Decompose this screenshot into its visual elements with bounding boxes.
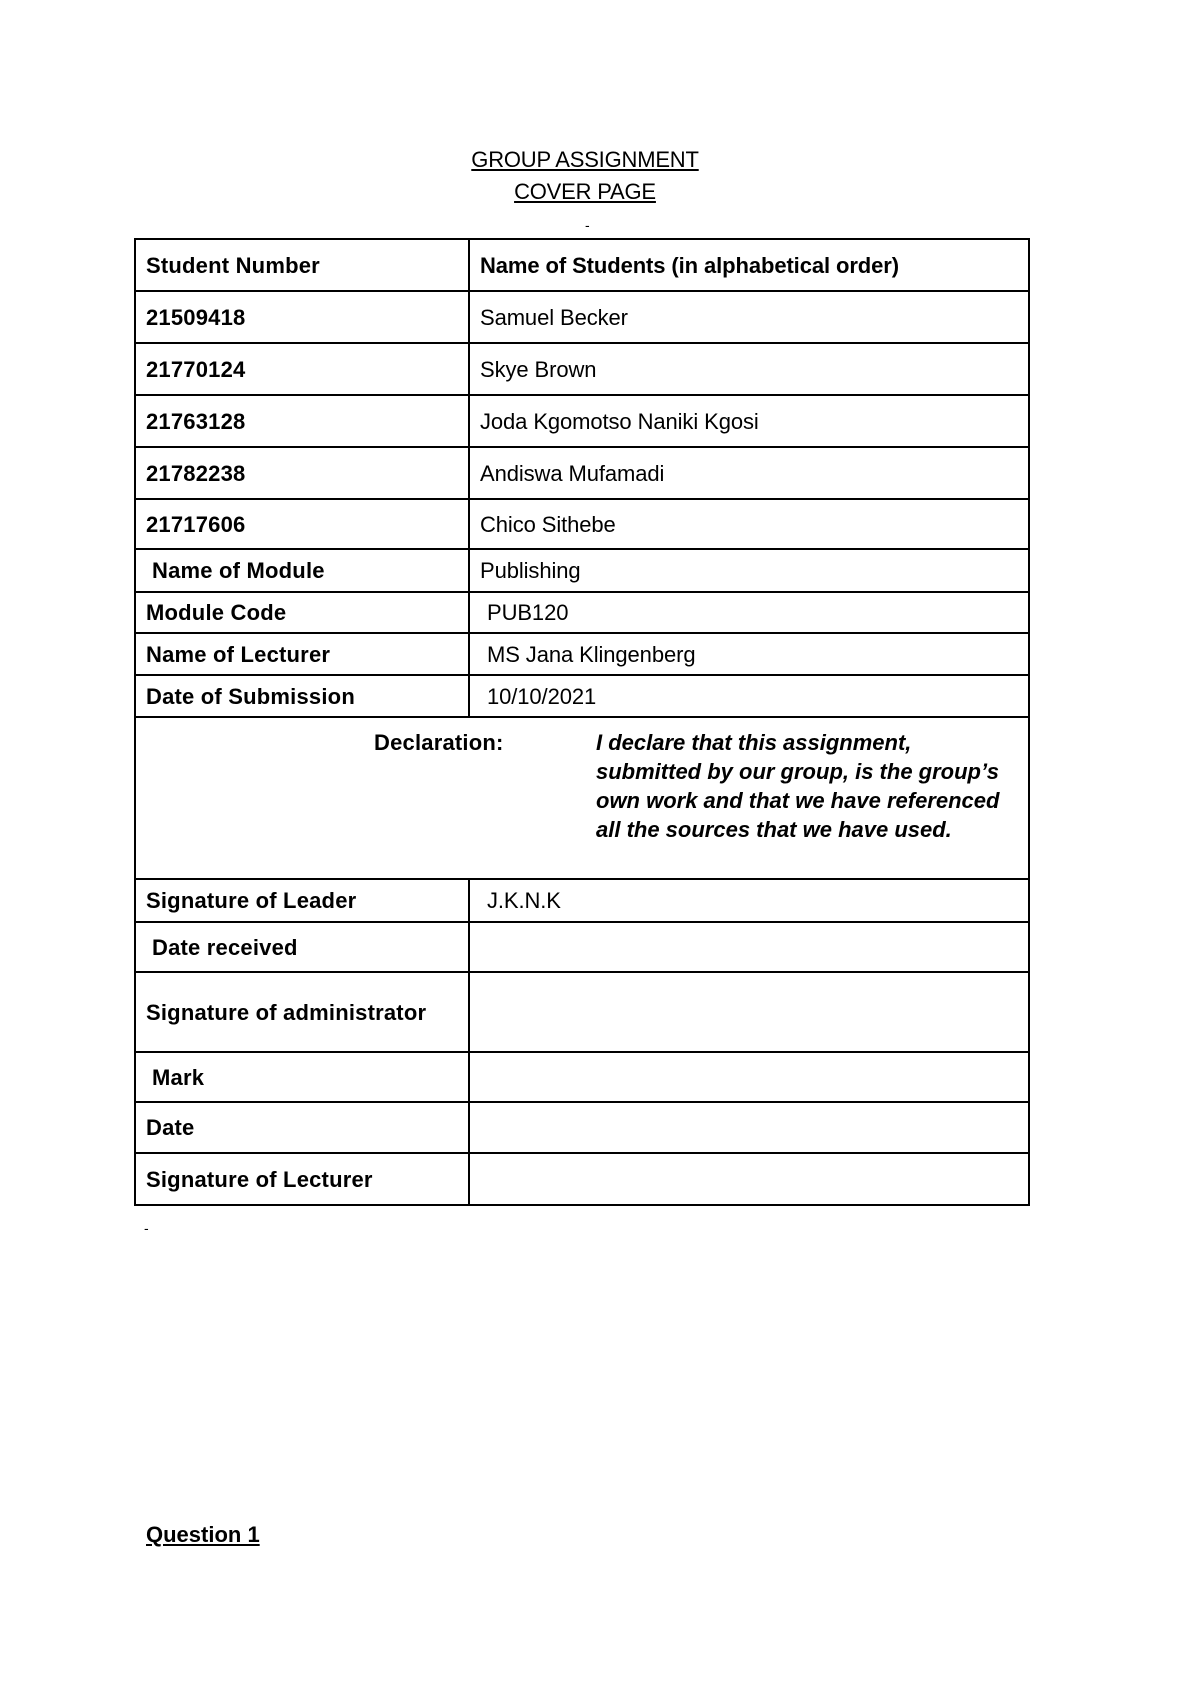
bottom-dash-mark: - xyxy=(144,1220,149,1236)
module-name-value: Publishing xyxy=(469,549,1029,592)
document-title: GROUP ASSIGNMENT xyxy=(471,147,699,172)
student-name-cell: Chico Sithebe xyxy=(469,499,1029,549)
declaration-text: I declare that this assignment, submitted by our group, is the group’s own work and that we have referenced all the sources that we have used. xyxy=(596,730,1000,842)
mark-label: Mark xyxy=(135,1052,469,1102)
student-number-header: Student Number xyxy=(135,239,469,291)
student-name-cell: Joda Kgomotso Naniki Kgosi xyxy=(469,395,1029,447)
student-number-cell: 21770124 xyxy=(135,343,469,395)
admin-signature-row xyxy=(135,972,1029,1052)
student-number-cell: 21763128 xyxy=(135,395,469,447)
admin-signature-label: Signature of administrator xyxy=(135,972,469,1052)
student-number-cell: 21509418 xyxy=(135,291,469,343)
submission-date-row xyxy=(135,675,1029,717)
date-label: Date xyxy=(135,1102,469,1153)
module-code-label: Module Code xyxy=(135,592,469,633)
student-name-cell: Andiswa Mufamadi xyxy=(469,447,1029,499)
module-code-row xyxy=(135,592,1029,633)
submission-date-value: 10/10/2021 xyxy=(469,675,1029,717)
student-name-cell: Skye Brown xyxy=(469,343,1029,395)
table-row xyxy=(135,499,1029,549)
declaration-row xyxy=(135,717,1029,879)
admin-signature-value xyxy=(469,972,1029,1052)
date-received-row xyxy=(135,922,1029,972)
student-name-cell: Samuel Becker xyxy=(469,291,1029,343)
leader-signature-value: J.K.N.K xyxy=(469,879,1029,922)
student-names-header: Name of Students (in alphabetical order) xyxy=(469,239,1029,291)
student-number-cell: 21782238 xyxy=(135,447,469,499)
date-received-value xyxy=(469,922,1029,972)
mark-row xyxy=(135,1052,1029,1102)
date-received-label: Date received xyxy=(135,922,469,972)
declaration-cell xyxy=(135,717,1029,879)
lecturer-name-label: Name of Lecturer xyxy=(135,633,469,675)
lecturer-row xyxy=(135,633,1029,675)
module-name-label: Name of Module xyxy=(135,549,469,592)
declaration-label: Declaration: xyxy=(374,730,504,755)
table-header-row xyxy=(135,239,1029,291)
date-value xyxy=(469,1102,1029,1153)
question-heading: Question 1 xyxy=(146,1522,260,1547)
mark-value xyxy=(469,1052,1029,1102)
lecturer-signature-row xyxy=(135,1153,1029,1205)
lecturer-signature-label: Signature of Lecturer xyxy=(135,1153,469,1205)
table-row xyxy=(135,447,1029,499)
module-name-row xyxy=(135,549,1029,592)
cover-page-table xyxy=(134,238,1030,1206)
document-subtitle: COVER PAGE xyxy=(514,179,656,204)
lecturer-name-value: MS Jana Klingenberg xyxy=(469,633,1029,675)
table-row xyxy=(135,395,1029,447)
top-dash-mark: - xyxy=(585,217,590,233)
student-number-cell: 21717606 xyxy=(135,499,469,549)
lecturer-signature-value xyxy=(469,1153,1029,1205)
module-code-value: PUB120 xyxy=(469,592,1029,633)
table-row xyxy=(135,291,1029,343)
leader-signature-label: Signature of Leader xyxy=(135,879,469,922)
table-row xyxy=(135,343,1029,395)
date-row xyxy=(135,1102,1029,1153)
submission-date-label: Date of Submission xyxy=(135,675,469,717)
leader-signature-row xyxy=(135,879,1029,922)
